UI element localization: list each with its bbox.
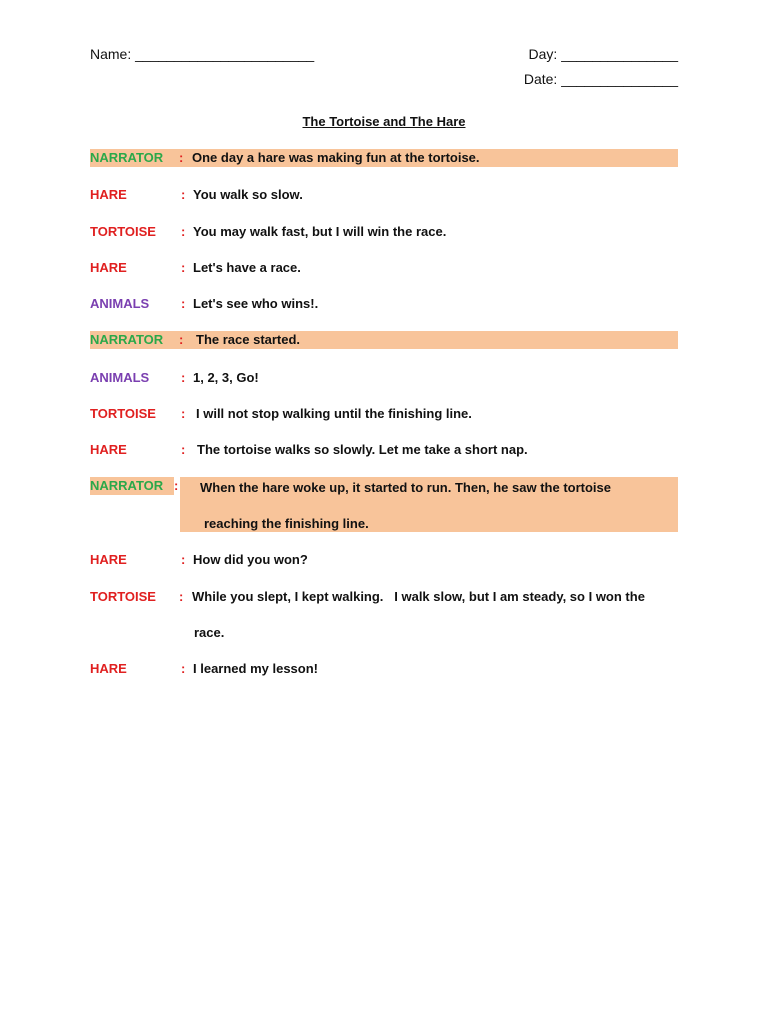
script-line-hare	[90, 441, 678, 459]
dialogue-text: How did you won?	[193, 552, 308, 567]
role-colon: :	[181, 370, 186, 385]
dialogue-text: The tortoise walks so slowly. Let me take a short nap.	[197, 442, 528, 457]
script-line-animals	[90, 369, 678, 387]
role-colon: :	[181, 260, 186, 275]
script-line-hare	[90, 551, 678, 569]
script-line-tortoise	[90, 588, 678, 642]
script-line-hare	[90, 660, 678, 678]
script-line-narrator	[90, 149, 678, 167]
script-line-animals	[90, 295, 678, 313]
role-colon: :	[179, 332, 184, 347]
script-line-tortoise	[90, 223, 678, 241]
role-colon: :	[181, 224, 186, 239]
role-colon: :	[181, 661, 186, 676]
role-label: NARRATOR	[90, 332, 164, 347]
name-field-label: Name: _______________________	[90, 46, 315, 62]
role-label: HARE	[90, 260, 127, 275]
dialogue-text: Let's see who wins!.	[193, 296, 319, 311]
role-label: HARE	[90, 187, 127, 202]
role-label: HARE	[90, 661, 127, 676]
dialogue-text: I learned my lesson!	[193, 661, 318, 676]
dialogue-text: One day a hare was making fun at the tortoise.	[192, 150, 480, 165]
dialogue-text-continued: reaching the finishing line.	[204, 516, 369, 531]
dialogue-text: 1, 2, 3, Go!	[193, 370, 259, 385]
dialogue-text: Let's have a race.	[193, 260, 301, 275]
dialogue-text: I will not stop walking until the finishing line.	[196, 406, 472, 421]
role-colon: :	[181, 552, 186, 567]
role-label: NARRATOR	[90, 478, 164, 493]
script-line-tortoise	[90, 405, 678, 423]
dialogue-text: You walk so slow.	[193, 187, 303, 202]
script-line-hare	[90, 186, 678, 204]
role-label: TORTOISE	[90, 589, 156, 604]
script-line-narrator	[90, 331, 678, 349]
dialogue-text-continued: race.	[194, 625, 225, 640]
role-colon: :	[174, 478, 179, 493]
role-label: HARE	[90, 552, 127, 567]
script-line-narrator	[90, 477, 678, 532]
dialogue-text: While you slept, I kept walking. I walk slow, but I am steady, so I won the	[192, 589, 645, 604]
page-title: The Tortoise and The Hare	[302, 114, 466, 129]
role-label: NARRATOR	[90, 150, 164, 165]
role-label: HARE	[90, 442, 127, 457]
role-label: ANIMALS	[90, 370, 150, 385]
role-label: ANIMALS	[90, 296, 150, 311]
role-colon: :	[181, 442, 186, 457]
role-colon: :	[181, 187, 186, 202]
role-colon: :	[179, 589, 184, 604]
dialogue-text: When the hare woke up, it started to run. Then, he saw the tortoise	[200, 480, 611, 495]
dialogue-text: The race started.	[196, 332, 301, 347]
day-field-label: Day: _______________	[528, 46, 678, 62]
role-colon: :	[181, 406, 186, 421]
date-field-label: Date: _______________	[523, 71, 678, 87]
script-line-hare	[90, 259, 678, 277]
dialogue-text: You may walk fast, but I will win the race.	[193, 224, 447, 239]
role-label: TORTOISE	[90, 224, 156, 239]
role-label: TORTOISE	[90, 406, 156, 421]
role-colon: :	[181, 296, 186, 311]
role-colon: :	[179, 150, 184, 165]
